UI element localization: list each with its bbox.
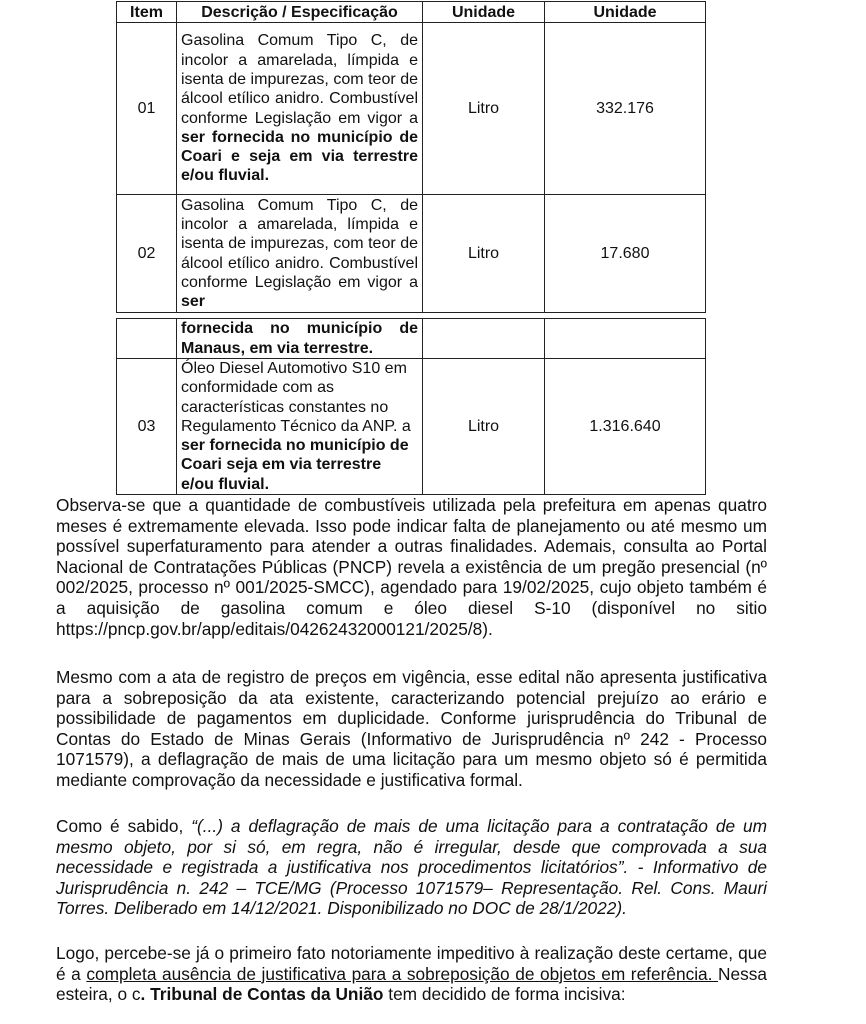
cell-unit: Litro xyxy=(423,23,545,195)
paragraph-conclusion xyxy=(56,943,767,1005)
cell-item-empty xyxy=(117,319,177,359)
conclusion-start: Logo, percebe-se já o primeiro fato notoriamente impeditivo à realização deste certame, que é a xyxy=(56,943,767,984)
desc-bold: fornecida no município de Manaus, em via terrestre. xyxy=(181,320,418,357)
desc-plain: Óleo Diesel Automotivo S10 em conformidade com as características constantes no Regulamento Técnico da ANP. a xyxy=(181,360,411,435)
cell-quantity: 1.316.640 xyxy=(545,359,706,495)
conclusion-mid: Nessa esteira, o c xyxy=(56,963,767,1005)
cell-description xyxy=(177,319,423,359)
paragraph-price-registry: Mesmo com a ata de registro de preços em vigência, esse edital não apresenta justificativa para a sobreposição da ata existente, caracterizando potencial prejuízo ao erário e possibilidade de pagamentos em duplicidade. Conforme jurisprudência do Tribunal de Contas do Estado de Minas Gerais (Informativo de Jurisprudência nº 242 - Processo 1071579), a deflagração de mais de uma licitação para um mesmo objeto só é permitida mediante comprovação da necessidade e justificativa formal. xyxy=(56,667,767,790)
fuel-items-table-continued xyxy=(116,318,706,495)
cell-unit-empty xyxy=(423,319,545,359)
cell-item: 03 xyxy=(117,359,177,495)
table-row xyxy=(117,359,706,495)
table-header-row xyxy=(117,2,706,23)
header-quantity: Unidade xyxy=(545,2,706,23)
desc-bold: ser xyxy=(181,293,206,311)
cell-item: 01 xyxy=(117,23,177,195)
fuel-items-table xyxy=(116,1,706,313)
header-description: Descrição / Especificação xyxy=(177,2,423,23)
cell-description xyxy=(177,195,423,313)
header-item: Item xyxy=(117,2,177,23)
conclusion-end: tem decidido de forma incisiva: xyxy=(383,984,626,1005)
quote-intro: Como é sabido, xyxy=(56,816,192,836)
cell-item: 02 xyxy=(117,195,177,313)
desc-plain: Gasolina Comum Tipo C, de incolor a amarelada, límpida e isenta de impurezas, com teor de álcool etílico anidro. Combustível conforme Legislação em vigor a xyxy=(181,32,418,127)
paragraph-jurisprudence-quote xyxy=(56,816,767,919)
desc-plain: Gasolina Comum Tipo C, de incolor a amarelada, límpida e isenta de impurezas, com teor de álcool etílico anidro. Combustível conforme Legislação em vigor a xyxy=(181,196,418,291)
table-row xyxy=(117,23,706,195)
table-row-continuation xyxy=(117,319,706,359)
cell-quantity-empty xyxy=(545,319,706,359)
cell-unit: Litro xyxy=(423,195,545,313)
desc-bold: ser fornecida no município de Coari seja em via terrestre e/ou fluvial. xyxy=(181,437,409,493)
table-row xyxy=(117,195,706,313)
cell-quantity: 332.176 xyxy=(545,23,706,195)
header-unit: Unidade xyxy=(423,2,545,23)
cell-quantity: 17.680 xyxy=(545,195,706,313)
quote-text: “(...) a deflagração de mais de uma licitação para a contratação de um mesmo objeto, por si só, em regra, não é irregular, desde que comprovada a sua necessidade e registrada a justificativa nos procedimentos licitatórios”. - Informativo de Jurisprudência n. 242 – TCE/MG (Processo 1071579– Representação. Rel. Cons. Mauri Torres. Deliberado em 14/12/2021. Disponibilizado no DOC de 28/1/2022). xyxy=(56,816,768,919)
desc-bold: ser fornecida no município de Coari e seja em via terrestre e/ou fluvial. xyxy=(181,128,418,185)
conclusion-tcu-bold: . Tribunal de Contas da União xyxy=(140,984,384,1005)
cell-unit: Litro xyxy=(423,359,545,495)
cell-description xyxy=(177,359,423,495)
paragraph-fuel-quantity: Observa-se que a quantidade de combustíveis utilizada pela prefeitura em apenas quatro meses é extremamente elevada. Isso pode indicar falta de planejamento ou até mesmo um possível superfaturamento para atender a outras finalidades. Ademais, consulta ao Portal Nacional de Contratações Públicas (PNCP) revela a existência de um pregão presencial (nº 002/2025, processo nº 001/2025-SMCC), agendado para 19/02/2025, cujo objeto também é a aquisição de gasolina comum e óleo diesel S-10 (disponível no sitio https://pncp.gov.br/app/editais/04262432000121/2025/8). xyxy=(56,495,767,639)
conclusion-underlined: completa ausência de justificativa para a sobreposição de objetos em referência. xyxy=(86,963,719,984)
cell-description xyxy=(177,23,423,195)
